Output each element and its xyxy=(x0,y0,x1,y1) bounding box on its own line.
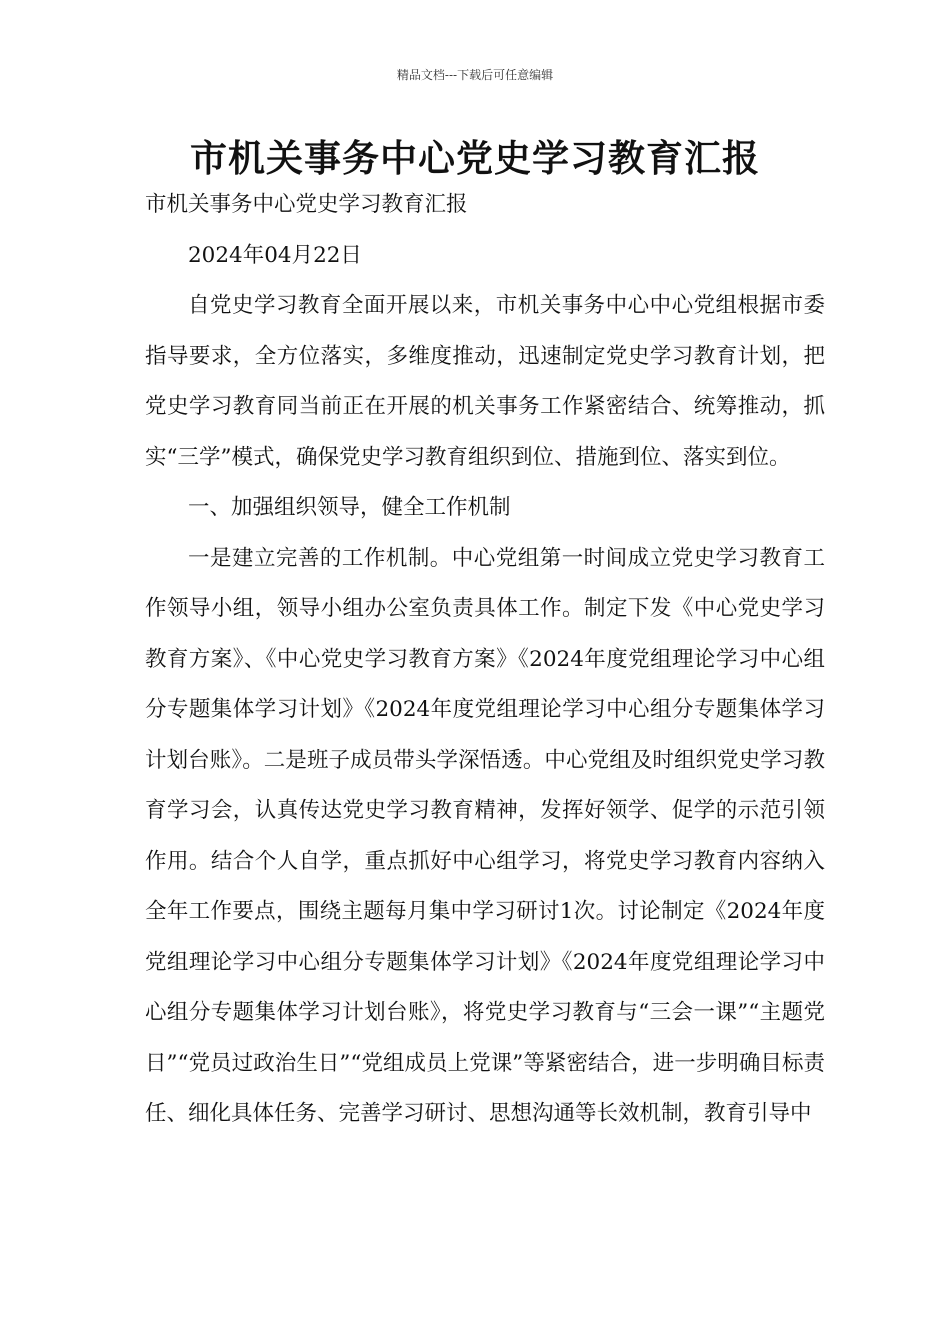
body-paragraph: 一是建立完善的工作机制。中心党组第一时间成立党史学习教育工作领导小组，领导小组办公室负责具体工作。制定下发《中心党史学习教育方案》、《中心党史学习教育方案》《2024年度党组理论学习中心组分专题集体学习计划》《2024年度党组理论学习中心组分专题集体学习计划台账》。二是班子成员带头学深悟透。中心党组及时组织党史学习教育学习会，认真传达党史学习教育精神，发挥好领学、促学的示范引领作用。结合个人自学，重点抓好中心组学习，将党史学习教育内容纳入全年工作要点，围绕主题每月集中学习研讨1次。讨论制定《2024年度党组理论学习中心组分专题集体学习计划》《2024年度党组理论学习中心组分专题集体学习计划台账》，将党史学习教育与“三会一课”“主题党日”“党员过政治生日”“党组成员上党课”等紧密结合，进一步明确目标责任、细化具体任务、完善学习研讨、思想沟通等长效机制，教育引导中 xyxy=(145,545,825,1126)
intro-paragraph: 自党史学习教育全面开展以来，市机关事务中心中心党组根据市委指导要求，全方位落实，多维度推动，迅速制定党史学习教育计划，把党史学习教育同当前正在开展的机关事务工作紧密结合、统筹推动，抓实“三学”模式，确保党史学习教育组织到位、措施到位、落实到位。 xyxy=(145,293,825,470)
section-heading: 一、加强组织领导，健全工作机制 xyxy=(188,495,511,520)
date-paragraph: 2024年04月22日 xyxy=(188,242,362,268)
document-body xyxy=(145,180,825,1140)
subtitle-paragraph: 市机关事务中心党史学习教育汇报 xyxy=(145,192,468,217)
header-note: 精品文档---下载后可任意编辑 xyxy=(396,68,554,82)
page-title: 市机关事务中心党史学习教育汇报 xyxy=(190,137,760,180)
